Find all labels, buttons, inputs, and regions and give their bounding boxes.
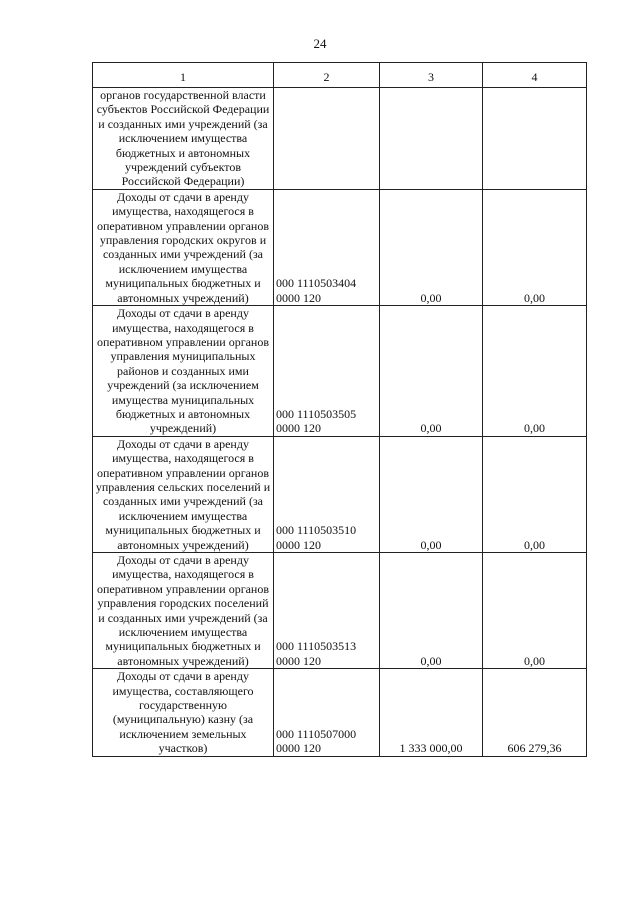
actual-value-cell: 0,00: [483, 553, 587, 669]
revenue-name-cell: Доходы от сдачи в аренду имущества, находящегося в оперативном управлении органов управления городских поселений и созданных ими учреждений (за исключением имущества муниципальных бюджетных и автономных учреждений): [93, 553, 274, 669]
table-row: [93, 669, 587, 756]
planned-value-cell: 0,00: [380, 553, 483, 669]
revenue-table: [92, 62, 587, 757]
revenue-name-cell: органов государственной власти субъектов Российской Федерации и созданных ими учреждений (за исключением имущества бюджетных и автономных учреждений субъектов Российской Федерации): [93, 88, 274, 190]
page-number: 24: [313, 36, 327, 51]
column-header-4: 4: [483, 63, 587, 88]
actual-value-cell: [483, 88, 587, 190]
revenue-code-cell: 000 1110507000 0000 120: [274, 669, 380, 756]
table-row: [93, 189, 587, 305]
revenue-name-cell: Доходы от сдачи в аренду имущества, находящегося в оперативном управлении органов управления муниципальных районов и созданных ими учреждений (за исключением имущества муниципальных бюджетных и автономных учреждений): [93, 306, 274, 437]
planned-value-cell: 0,00: [380, 436, 483, 552]
table-row: [93, 553, 587, 669]
revenue-code-cell: 000 1110503404 0000 120: [274, 189, 380, 305]
column-header-1: 1: [93, 63, 274, 88]
revenue-name-cell: Доходы от сдачи в аренду имущества, составляющего государственную (муниципальную) казну (за исключением земельных участков): [93, 669, 274, 756]
revenue-name-cell: Доходы от сдачи в аренду имущества, находящегося в оперативном управлении органов управления городских округов и созданных ими учреждений (за исключением имущества муниципальных бюджетных и автономных учреждений): [93, 189, 274, 305]
actual-value-cell: 0,00: [483, 189, 587, 305]
planned-value-cell: 1 333 000,00: [380, 669, 483, 756]
actual-value-cell: 606 279,36: [483, 669, 587, 756]
table-row: [93, 306, 587, 437]
revenue-code-cell: 000 1110503513 0000 120: [274, 553, 380, 669]
planned-value-cell: [380, 88, 483, 190]
table-row: [93, 88, 587, 190]
planned-value-cell: 0,00: [380, 189, 483, 305]
revenue-code-cell: 000 1110503505 0000 120: [274, 306, 380, 437]
planned-value-cell: 0,00: [380, 306, 483, 437]
column-header-3: 3: [380, 63, 483, 88]
revenue-code-cell: 000 1110503510 0000 120: [274, 436, 380, 552]
actual-value-cell: 0,00: [483, 436, 587, 552]
column-header-2: 2: [274, 63, 380, 88]
table-header-row: [93, 63, 587, 88]
table-row: [93, 436, 587, 552]
revenue-code-cell: [274, 88, 380, 190]
revenue-name-cell: Доходы от сдачи в аренду имущества, находящегося в оперативном управлении органов управления сельских поселений и созданных ими учреждений (за исключением имущества муниципальных бюджетных и автономных учреждений): [93, 436, 274, 552]
actual-value-cell: 0,00: [483, 306, 587, 437]
